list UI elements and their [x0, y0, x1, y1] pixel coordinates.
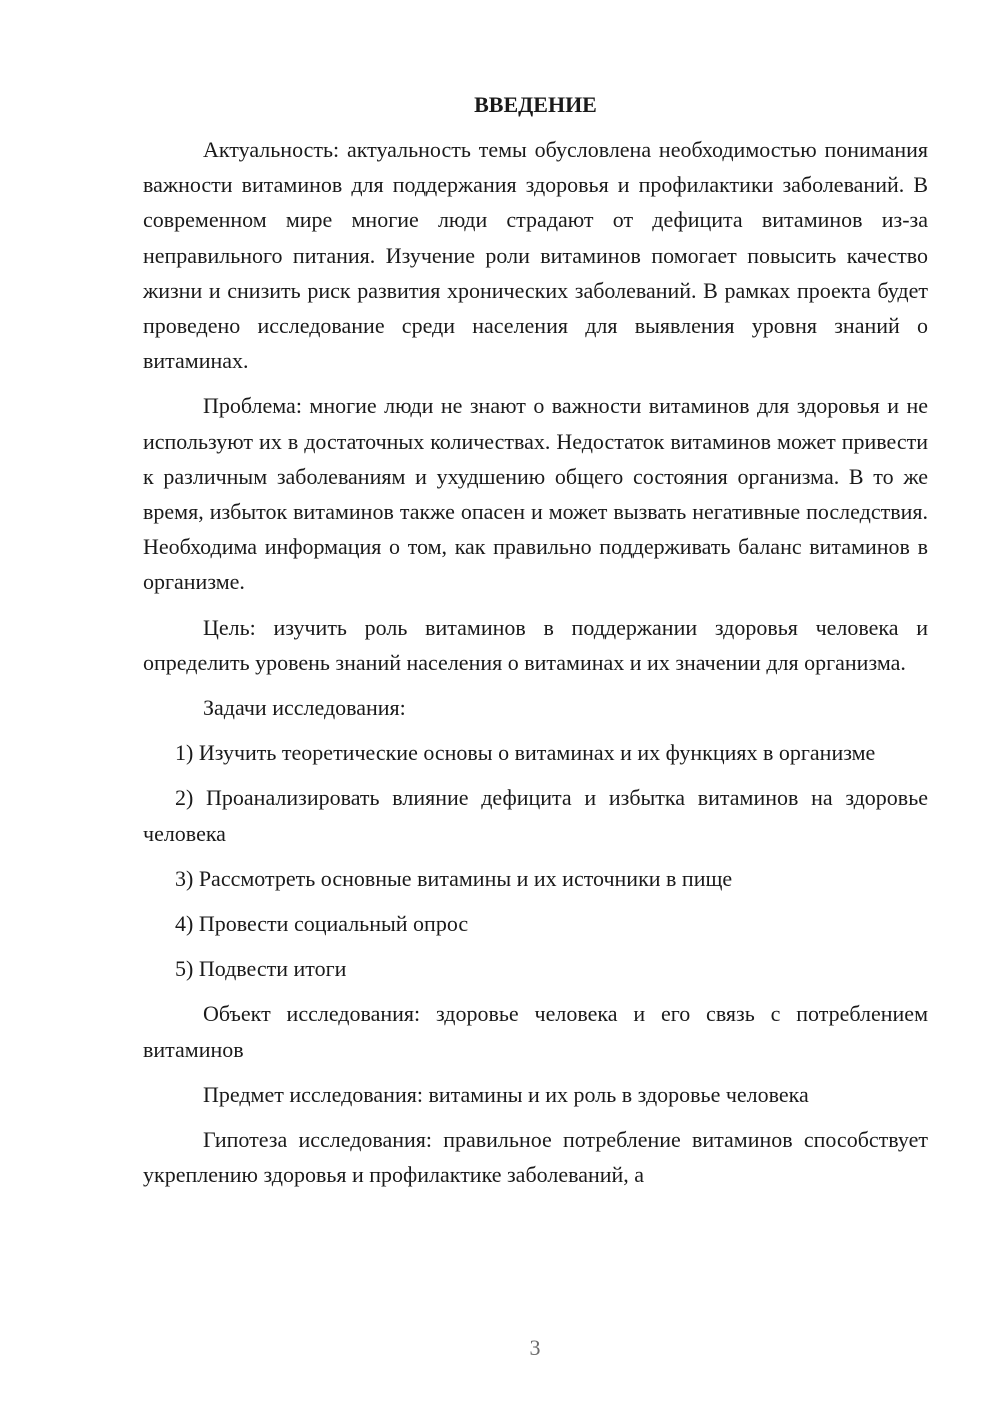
- list-item: 1) Изучить теоретические основы о витаминах и их функциях в организме: [175, 740, 876, 766]
- paragraph-relevance: Актуальность: актуальность темы обусловлена необходимостью понимания важности витаминов для поддержания здоровья и профилактики заболеваний. В современном мире многие люди страдают от дефицита витаминов из-за неправильного питания. Изучение роли витаминов помогает повысить качество жизни и снизить риск развития хронических заболеваний. В рамках проекта будет проведено исследование среди населения для выявления уровня знаний о витаминах.: [143, 137, 928, 374]
- list-item: 5) Подвести итоги: [175, 956, 347, 982]
- paragraph-subject: Предмет исследования: витамины и их роль в здоровье человека: [203, 1081, 809, 1107]
- paragraph-hypothesis: Гипотеза исследования: правильное потребление витаминов способствует укреплению здоровья и профилактике заболеваний, а: [143, 1127, 928, 1188]
- list-item: 3) Рассмотреть основные витамины и их источники в пище: [175, 865, 733, 891]
- page-title: ВВЕДЕНИЕ: [474, 92, 597, 117]
- document-page: [143, 90, 928, 1202]
- tasks-heading: Задачи исследования:: [203, 695, 406, 721]
- paragraph-object: Объект исследования: здоровье человека и его связь с потреблением витаминов: [143, 1001, 928, 1062]
- paragraph-goal: Цель: изучить роль витаминов в поддержании здоровья человека и определить уровень знаний населения о витаминах и их значении для организма.: [143, 614, 928, 675]
- page-number: 3: [529, 1335, 541, 1360]
- list-item: 2) Проанализировать влияние дефицита и избытка витаминов на здоровье человека: [143, 785, 928, 846]
- list-item: 4) Провести социальный опрос: [175, 911, 469, 937]
- tasks-list: [143, 735, 928, 986]
- paragraph-problem: Проблема: многие люди не знают о важности витаминов для здоровья и не используют их в достаточных количествах. Недостаток витаминов может привести к различным заболеваниям и ухудшению общего состояния организма. В то же время, избыток витаминов также опасен и может вызвать негативные последствия. Необходима информация о том, как правильно поддерживать баланс витаминов в организме.: [143, 393, 928, 595]
